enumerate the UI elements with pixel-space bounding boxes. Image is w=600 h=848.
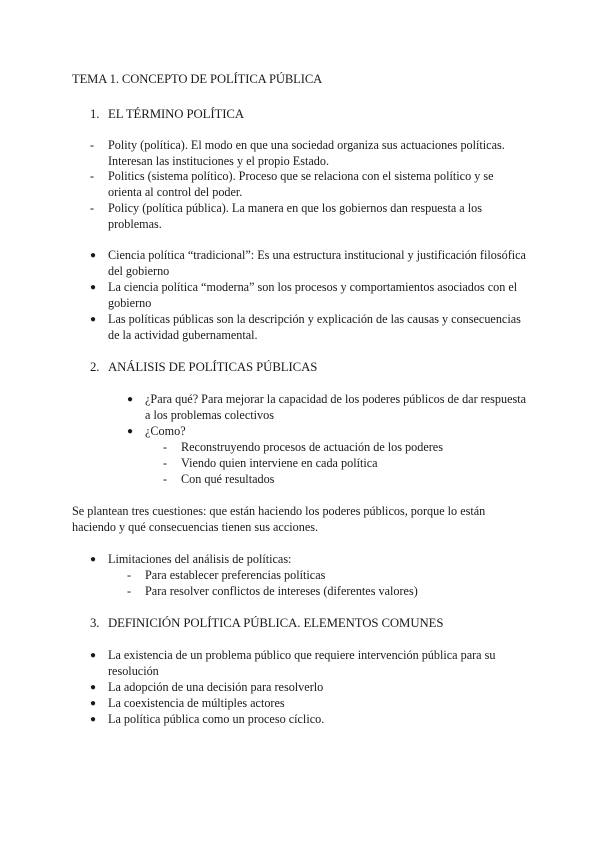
list-item-text-cont: resolución <box>108 664 159 678</box>
list-item-text-cont: del gobierno <box>108 264 170 278</box>
list-item-text-cont: orienta al control del poder. <box>108 185 243 199</box>
page-title: TEMA 1. CONCEPTO DE POLÍTICA PÚBLICA <box>72 72 323 86</box>
list-item-text: ¿Para qué? Para mejorar la capacidad de los poderes públicos de dar respuesta <box>145 392 527 406</box>
list-item-text: Las políticas públicas son la descripción y explicación de las causas y consecuencias <box>108 312 521 326</box>
list-item-text: Reconstruyendo procesos de actuación de los poderes <box>181 440 443 454</box>
list-item-text: La política pública como un proceso cíclico. <box>108 712 325 726</box>
dash-marker: - <box>90 138 95 152</box>
bullet-marker: ● <box>90 650 97 661</box>
list-item-text: Viendo quien interviene en cada política <box>181 456 378 470</box>
dash-marker: - <box>163 440 168 454</box>
list-item-text: La coexistencia de múltiples actores <box>108 696 285 710</box>
dash-marker: - <box>163 472 168 486</box>
list-item-text: Para establecer preferencias políticas <box>145 568 326 582</box>
list-item-text: ¿Como? <box>145 424 186 438</box>
paragraph-line: Se plantean tres cuestiones: que están haciendo los poderes públicos, porque lo están <box>72 504 486 518</box>
dash-marker: - <box>90 201 95 215</box>
bullet-marker: ● <box>90 698 97 709</box>
list-item-text-cont: a los problemas colectivos <box>145 408 274 422</box>
section-2-number: 2. <box>90 360 100 374</box>
section-1-number: 1. <box>90 107 100 121</box>
dash-marker: - <box>127 584 132 598</box>
paragraph-line: haciendo y qué consecuencias tienen sus acciones. <box>72 520 319 534</box>
list-item-text: Policy (política pública). La manera en que los gobiernos dan respuesta a los <box>108 201 482 215</box>
bullet-marker: ● <box>90 314 97 325</box>
section-3-title: DEFINICIÓN POLÍTICA PÚBLICA. ELEMENTOS COMUNES <box>108 616 444 630</box>
bullet-marker: ● <box>90 250 97 261</box>
list-item-text: Polity (política). El modo en que una sociedad organiza sus actuaciones políticas. <box>108 138 505 152</box>
list-item-text: La ciencia política “moderna” son los procesos y comportamientos asociados con el <box>108 280 518 294</box>
dash-marker: - <box>90 169 95 183</box>
list-item-text: Para resolver conflictos de intereses (diferentes valores) <box>145 584 418 598</box>
list-item-text-cont: gobierno <box>108 296 152 310</box>
bullet-marker: ● <box>90 714 97 725</box>
bullet-marker: ● <box>127 426 134 437</box>
list-item-text: Ciencia política “tradicional”: Es una estructura institucional y justificación filosófica <box>108 248 526 262</box>
bullet-marker: ● <box>127 394 134 405</box>
list-item-text: Con qué resultados <box>181 472 275 486</box>
list-item-text-cont: de la actividad gubernamental. <box>108 328 258 342</box>
list-item-text-cont: Interesan las instituciones y el propio Estado. <box>108 154 330 168</box>
dash-marker: - <box>163 456 168 470</box>
section-2-title: ANÁLISIS DE POLÍTICAS PÚBLICAS <box>108 360 318 374</box>
list-item-text-cont: problemas. <box>108 217 162 231</box>
bullet-marker: ● <box>90 682 97 693</box>
section-1-title: EL TÉRMINO POLÍTICA <box>108 107 245 121</box>
dash-marker: - <box>127 568 132 582</box>
list-item-text: Politics (sistema político). Proceso que se relaciona con el sistema político y se <box>108 169 494 183</box>
section-3-number: 3. <box>90 616 100 630</box>
bullet-marker: ● <box>90 282 97 293</box>
limitations-label: Limitaciones del análisis de políticas: <box>108 552 292 566</box>
list-item-text: La existencia de un problema público que requiere intervención pública para su <box>108 648 496 662</box>
bullet-marker: ● <box>90 554 97 565</box>
list-item-text: La adopción de una decisión para resolverlo <box>108 680 324 694</box>
